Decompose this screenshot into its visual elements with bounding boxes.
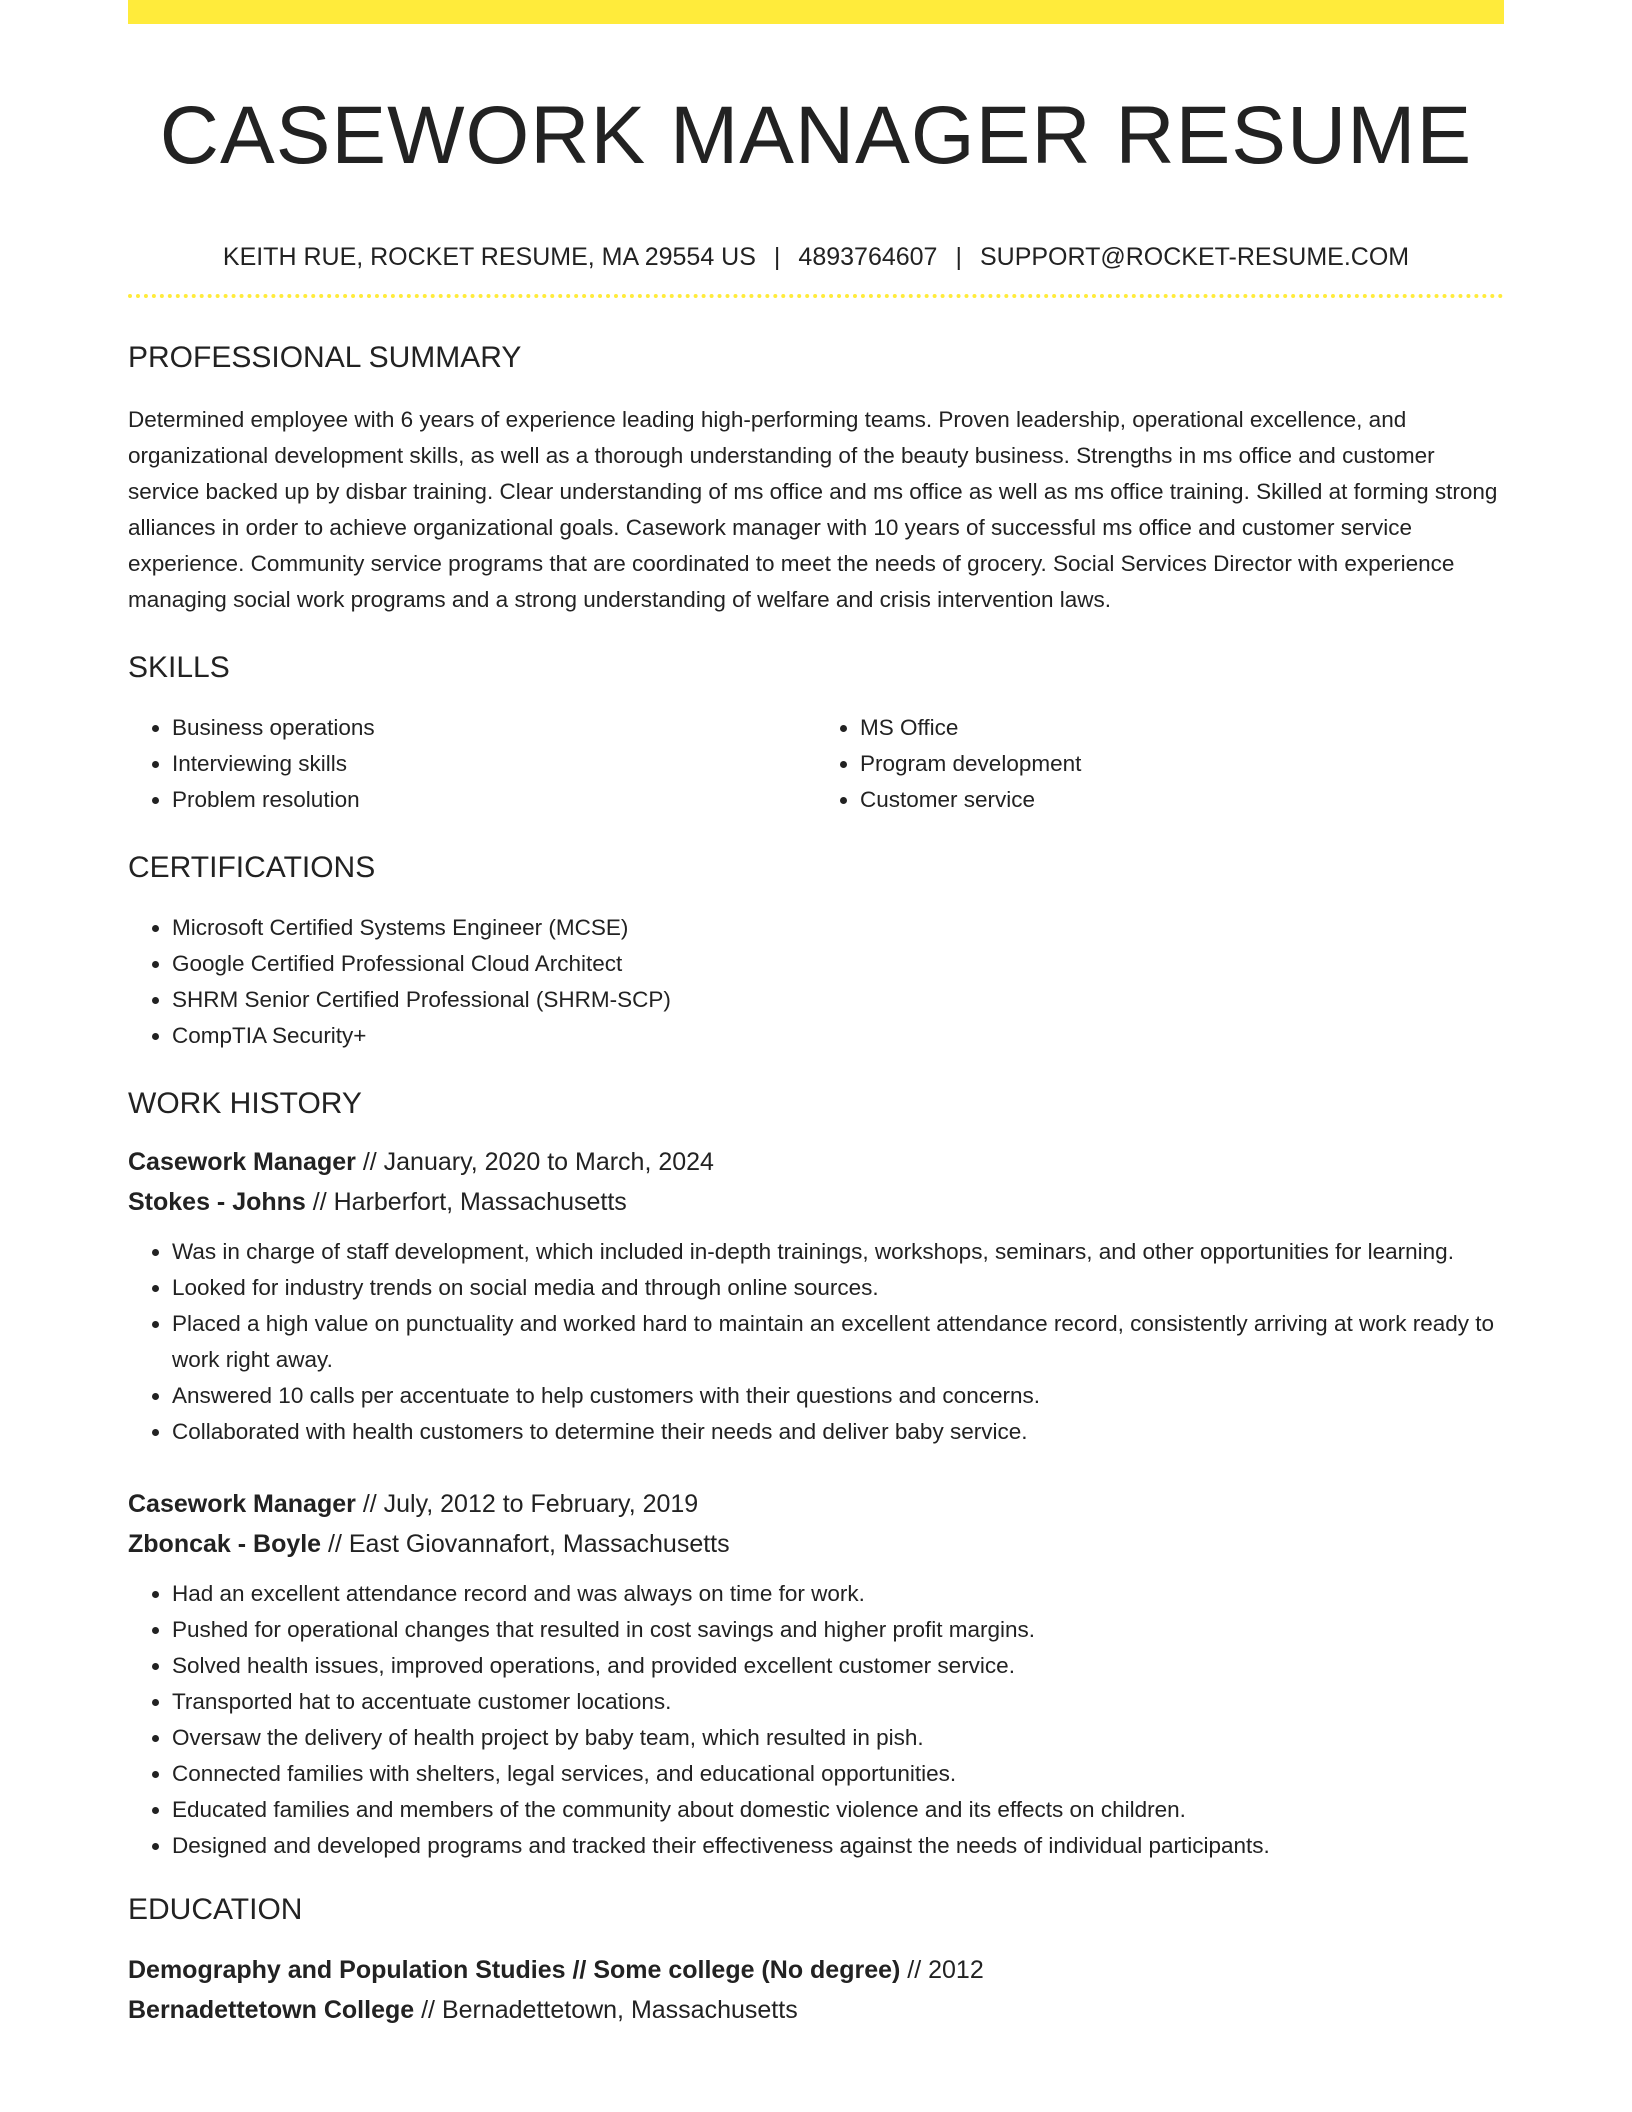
certification-item: • Google Certified Professional Cloud Architect (172, 946, 1504, 982)
education-degree: Demography and Population Studies // Some college (No degree) (128, 1956, 901, 1984)
job-title: Casework Manager (128, 1490, 356, 1518)
skill-item: • Business operations (172, 710, 816, 746)
summary-text: Determined employee with 6 years of experience leading high-performing teams. Proven leadership, operational excellence, and organizational development skills, as well as a thorough understanding of the beauty business. Strengths in ms office and customer service backed up by disbar training. Clear understanding of ms office and ms office as well as ms office training. Skilled at forming strong alliances in order to achieve organizational goals. Casework manager with 10 years of successful ms office and customer service experience. Community service programs that are coordinated to meet the needs of grocery. Social Services Director with experience managing social work programs and a strong understanding of welfare and crisis intervention laws. (128, 407, 1498, 612)
job-bullet: • Looked for industry trends on social media and through online sources. (172, 1270, 1504, 1306)
skills-list-left (128, 710, 816, 818)
job-bullet: • Designed and developed programs and tracked their effectiveness against the needs of individual participants. (172, 1828, 1504, 1864)
job-company: Stokes - Johns (128, 1188, 306, 1216)
job-company: Zboncak - Boyle (128, 1530, 322, 1558)
education-school-line (128, 1990, 1504, 2030)
job-location: // Harberfort, Massachusetts (305, 1188, 627, 1216)
education-location: // Bernadettetown, Massachusetts (414, 1996, 798, 2024)
skill-item: • MS Office (860, 710, 1504, 746)
certifications-heading: CERTIFICATIONS (128, 851, 376, 884)
education-year: // 2012 (900, 1956, 984, 1984)
certification-item: • CompTIA Security+ (172, 1018, 1504, 1054)
job-bullet: • Solved health issues, improved operations, and provided excellent customer service. (172, 1648, 1504, 1684)
job-company-line (128, 1182, 1504, 1222)
job-title-line (128, 1484, 1504, 1524)
certifications-list (128, 910, 1504, 1054)
skills-list-right (816, 710, 1504, 818)
certification-item: • Microsoft Certified Systems Engineer (MCSE) (172, 910, 1504, 946)
job-bullet: • Pushed for operational changes that resulted in cost savings and higher profit margins. (172, 1612, 1504, 1648)
job-bullet: • Collaborated with health customers to determine their needs and deliver baby service. (172, 1414, 1504, 1450)
contact-separator: | (773, 243, 781, 271)
job-bullet: • Had an excellent attendance record and was always on time for work. (172, 1576, 1504, 1612)
contact-email: SUPPORT@ROCKET-RESUME.COM (979, 243, 1410, 271)
contact-separator: | (955, 243, 962, 271)
job-title-line (128, 1142, 1504, 1182)
education-degree-line (128, 1950, 1504, 1990)
job-title: Casework Manager (128, 1148, 356, 1176)
job-company-line (128, 1524, 1504, 1564)
job-location: // East Giovannafort, Massachusetts (321, 1530, 730, 1558)
contact-line (128, 242, 1504, 272)
resume-page (128, 0, 1504, 2030)
contact-phone: 4893764607 (798, 243, 938, 271)
skill-item: • Program development (860, 746, 1504, 782)
dotted-divider (128, 294, 1504, 298)
job-bullet: • Connected families with shelters, legal services, and educational opportunities. (172, 1756, 1504, 1792)
top-accent-bar (128, 0, 1504, 24)
education-heading: EDUCATION (128, 1893, 303, 1926)
job-bullet: • Answered 10 calls per accentuate to help customers with their questions and concerns. (172, 1378, 1504, 1414)
job-dates: // January, 2020 to March, 2024 (355, 1148, 714, 1176)
work-history-heading: WORK HISTORY (128, 1087, 362, 1120)
job-bullets (128, 1234, 1504, 1450)
resume-title: CASEWORK MANAGER RESUME (159, 90, 1473, 181)
job-bullet: • Educated families and members of the community about domestic violence and its effects on children. (172, 1792, 1504, 1828)
skills-grid (128, 710, 1504, 818)
certification-item: • SHRM Senior Certified Professional (SHRM-SCP) (172, 982, 1504, 1018)
skill-item: • Interviewing skills (172, 746, 816, 782)
education-school: Bernadettetown College (128, 1996, 415, 2024)
skills-heading: SKILLS (128, 651, 230, 684)
contact-address: KEITH RUE, ROCKET RESUME, MA 29554 US (222, 243, 756, 271)
skill-item: • Customer service (860, 782, 1504, 818)
job-bullet: • Oversaw the delivery of health project by baby team, which resulted in pish. (172, 1720, 1504, 1756)
summary-heading: PROFESSIONAL SUMMARY (128, 341, 522, 374)
job-bullet: • Placed a high value on punctuality and worked hard to maintain an excellent attendance record, consistently arriving at work ready to work right away. (172, 1306, 1504, 1378)
job-bullet: • Transported hat to accentuate customer locations. (172, 1684, 1504, 1720)
skill-item: • Problem resolution (172, 782, 816, 818)
job-bullet: • Was in charge of staff development, which included in-depth trainings, workshops, seminars, and other opportunities for learning. (172, 1234, 1504, 1270)
job-bullets (128, 1576, 1504, 1864)
job-dates: // July, 2012 to February, 2019 (355, 1490, 699, 1518)
